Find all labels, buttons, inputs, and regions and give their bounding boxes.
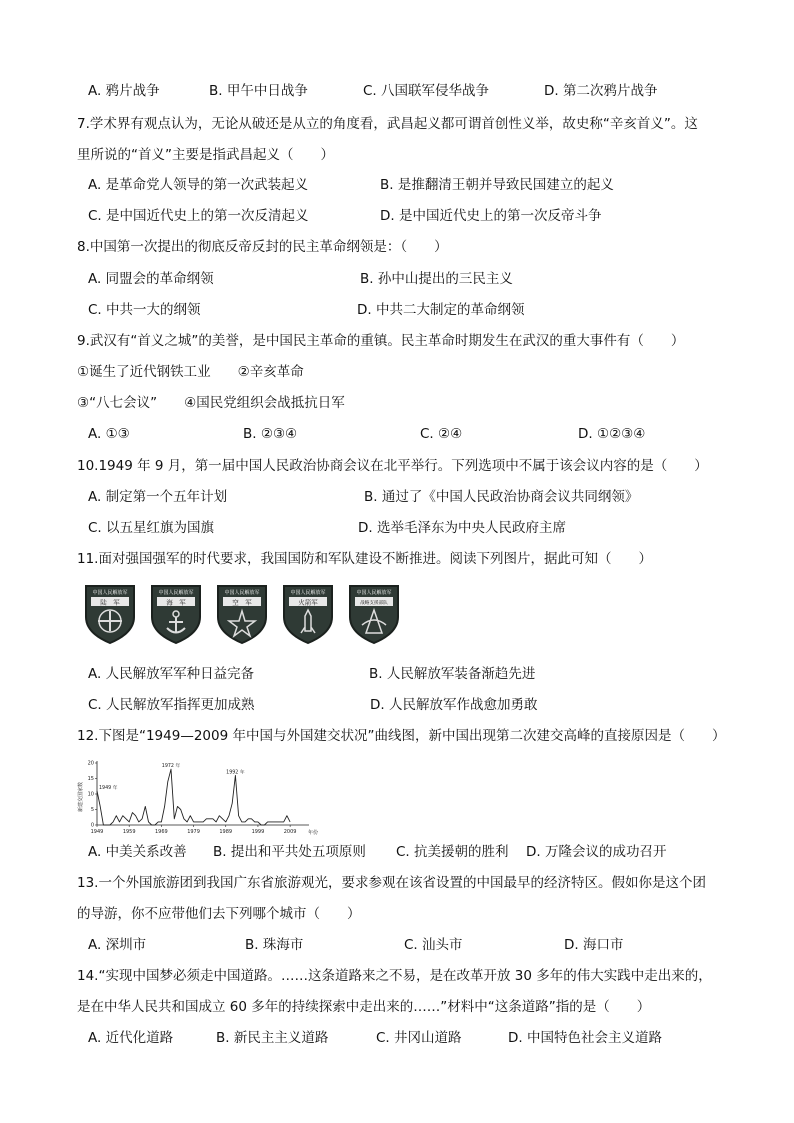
q12-option-d: D. 万隆会议的成功召开: [526, 844, 667, 860]
q9-stem: 9.武汉有“首义之城”的美誉，是中国民主革命的重镇。民主革命时期发生在武汉的重大事件有（ ）: [77, 333, 685, 349]
chart-y-tick-label: 10: [87, 791, 94, 798]
q8-stem: 8.中国第一次提出的彻底反帝反封的民主革命纲领是：（ ）: [77, 239, 448, 255]
chart-y-tick-label: 0: [90, 822, 94, 829]
q8-option-d: D. 中共二大制定的革命纲领: [357, 302, 525, 318]
badge-top-label: 中国人民解放军: [356, 590, 392, 596]
rocket-force-badge-icon: [282, 583, 334, 645]
badge-bottom-label: 海 军: [166, 598, 186, 607]
chart-annotation: 1972 年: [161, 764, 181, 770]
chart-x-axis-label: 年份: [307, 830, 319, 836]
chart-annotation: 1949 年: [99, 785, 118, 791]
q6-option-a: A. 鸦片战争: [88, 83, 160, 99]
badge-bottom-label: 陆 军: [100, 598, 120, 607]
q14-stem-line2: 是在中华人民共和国成立 60 多年的持续探索中走出来的……”材料中“这条道路”指的是（ ）: [77, 999, 651, 1015]
q13-option-a: A. 深圳市: [88, 937, 147, 953]
q7-option-a: A. 是革命党人领导的第一次武装起义: [88, 177, 309, 193]
chart-x-tick-label: 1969: [155, 829, 168, 835]
q12-option-c: C. 抗美援朝的胜利: [396, 844, 509, 860]
q11-option-a: A. 人民解放军军种日益完备: [88, 666, 255, 682]
navy-badge-icon: [150, 583, 202, 645]
q8-option-c: C. 中共一大的纲领: [88, 302, 201, 318]
q7-stem-line1: 7.学术界有观点认为，无论从破还是从立的角度看，武昌起义都可谓首创性义举，故史称“辛亥首义”。这: [77, 116, 698, 132]
q10-option-a: A. 制定第一个五年计划: [88, 489, 228, 505]
chart-y-tick-label: 20: [87, 760, 94, 767]
badge-bottom-label: 空 军: [232, 598, 252, 607]
q9-items-line1: ①诞生了近代钢铁工业 ②辛亥革命: [77, 364, 304, 380]
q7-option-d: D. 是中国近代史上的第一次反帝斗争: [380, 208, 602, 224]
air-force-badge-icon: [216, 583, 268, 645]
q8-option-a: A. 同盟会的革命纲领: [88, 271, 214, 287]
q14-option-c: C. 井冈山道路: [376, 1030, 462, 1046]
q12-stem: 12.下图是“1949—2009 年中国与外国建交状况”曲线图，新中国出现第二次建交高峰的直接原因是（ ）: [77, 728, 726, 744]
q6-option-d: D. 第二次鸦片战争: [544, 83, 658, 99]
chart-x-tick-label: 2009: [283, 829, 297, 835]
q11-option-d: D. 人民解放军作战愈加勇敢: [370, 697, 538, 713]
q12-option-b: B. 提出和平共处五项原则: [213, 844, 366, 860]
chart-x-tick-label: 1999: [251, 829, 265, 835]
q7-option-b: B. 是推翻清王朝并导致民国建立的起义: [380, 177, 614, 193]
q14-option-d: D. 中国特色社会主义道路: [508, 1030, 662, 1046]
q7-option-c: C. 是中国近代史上的第一次反清起义: [88, 208, 309, 224]
badge-top-label: 中国人民解放军: [92, 590, 128, 596]
chart-y-tick-label: 5: [90, 807, 94, 814]
q9-option-a: A. ①③: [88, 426, 130, 442]
q13-stem-line2: 的导游，你不应带他们去下列哪个城市（ ）: [77, 906, 361, 922]
q13-option-c: C. 汕头市: [404, 937, 463, 953]
q14-option-a: A. 近代化道路: [88, 1030, 174, 1046]
q13-stem-line1: 13.一个外国旅游团到我国广东省旅游观光，要求参观在该省设置的中国最早的经济特区。假如你是这个团: [77, 875, 706, 891]
q6-option-b: B. 甲午中日战争: [209, 83, 308, 99]
badge-bottom-label: 战略支援部队: [360, 601, 388, 606]
chart-y-tick-label: 15: [87, 776, 94, 783]
badge-top-label: 中国人民解放军: [290, 590, 326, 596]
q7-stem-line2: 里所说的“首义”主要是指武昌起义（ ）: [77, 147, 334, 163]
badge-top-label: 中国人民解放军: [224, 590, 260, 596]
q10-option-b: B. 通过了《中国人民政治协商会议共同纲领》: [364, 489, 639, 505]
q14-option-b: B. 新民主主义道路: [216, 1030, 329, 1046]
q8-option-b: B. 孙中山提出的三民主义: [360, 271, 513, 287]
army-badge-icon: [84, 583, 136, 645]
badge-top-label: 中国人民解放军: [158, 590, 194, 596]
chart-annotation: 1992 年: [226, 770, 245, 776]
pla-badges-figure: [84, 583, 404, 647]
q12-option-a: A. 中美关系改善: [88, 844, 187, 860]
chart-series-line: [97, 769, 290, 825]
q13-option-d: D. 海口市: [564, 937, 624, 953]
q11-stem: 11.面对强国强军的时代要求，我国国防和军队建设不断推进。阅读下列图片，据此可知（ ）: [77, 551, 652, 567]
q6-option-c: C. 八国联军侵华战争: [363, 83, 490, 99]
chart-marks: [97, 762, 290, 825]
q14-stem-line1: 14.“实现中国梦必须走中国道路。……这条道路来之不易，是在改革开放 30 多年的伟大实践中走出来的，: [77, 968, 712, 984]
q9-option-d: D. ①②③④: [578, 426, 646, 442]
chart-x-tick-label: 1989: [219, 829, 233, 835]
chart-axes: [88, 761, 309, 835]
q9-items-line2: ③“八七会议” ④国民党组织会战抵抗日军: [77, 395, 345, 411]
q9-option-c: C. ②④: [420, 426, 463, 442]
chart-y-axis-label: 新建交国家数: [78, 781, 84, 813]
strategic-support-badge-icon: [348, 583, 400, 645]
q10-option-d: D. 选举毛泽东为中央人民政府主席: [358, 520, 566, 536]
q9-option-b: B. ②③④: [243, 426, 298, 442]
chart-x-tick-label: 1959: [122, 829, 136, 835]
chart-x-tick-label: 1949: [90, 829, 104, 835]
chart-x-tick-label: 1979: [187, 829, 200, 835]
q11-option-b: B. 人民解放军装备渐趋先进: [369, 666, 536, 682]
q10-stem: 10.1949 年 9 月，第一届中国人民政治协商会议在北平举行。下列选项中不属于该会议内容的是（ ）: [77, 458, 708, 474]
q10-option-c: C. 以五星红旗为国旗: [88, 520, 215, 536]
q11-option-c: C. 人民解放军指挥更加成熟: [88, 697, 255, 713]
badge-bottom-label: 火箭军: [298, 598, 318, 607]
q13-option-b: B. 珠海市: [245, 937, 304, 953]
diplomatic-relations-chart: [77, 757, 321, 837]
